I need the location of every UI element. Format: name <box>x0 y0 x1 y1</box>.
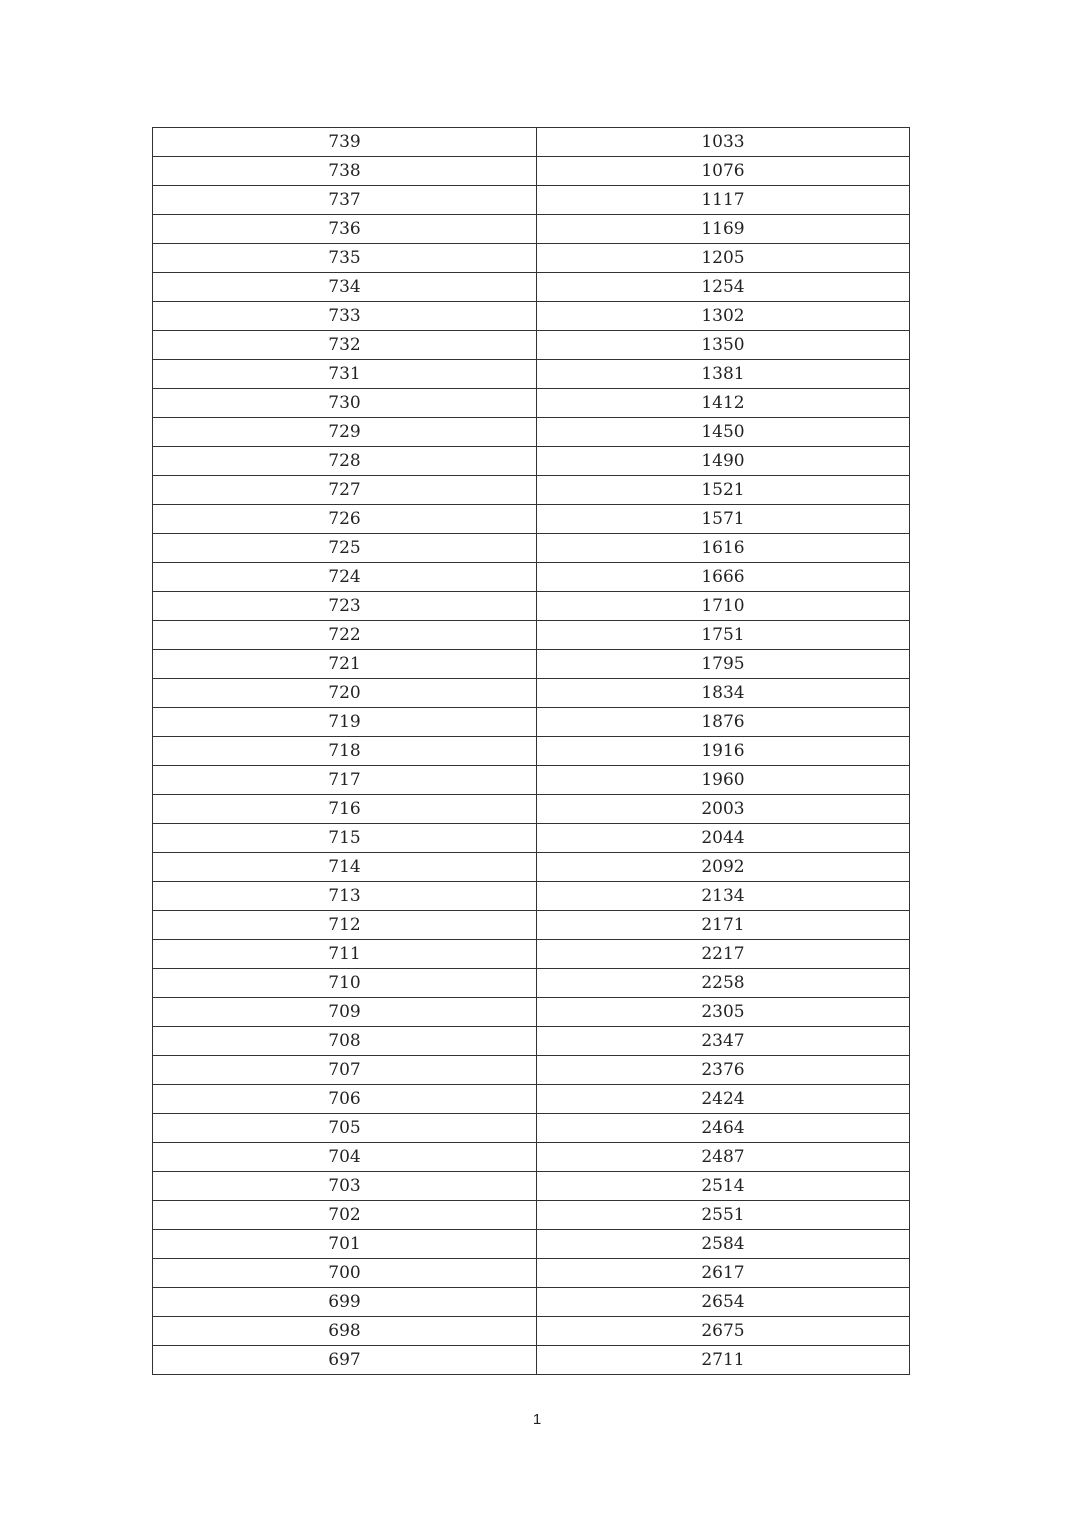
score-cell: 717 <box>153 766 537 795</box>
score-cell: 712 <box>153 911 537 940</box>
count-cell: 1169 <box>537 215 910 244</box>
count-cell: 1960 <box>537 766 910 795</box>
table-row <box>153 418 910 447</box>
score-table <box>152 127 910 1375</box>
table-row <box>153 650 910 679</box>
score-cell: 728 <box>153 447 537 476</box>
score-cell: 738 <box>153 157 537 186</box>
count-cell: 1033 <box>537 128 910 157</box>
count-cell: 2044 <box>537 824 910 853</box>
count-cell: 2134 <box>537 882 910 911</box>
score-cell: 705 <box>153 1114 537 1143</box>
score-cell: 726 <box>153 505 537 534</box>
count-cell: 1205 <box>537 244 910 273</box>
score-cell: 731 <box>153 360 537 389</box>
table-row <box>153 563 910 592</box>
table-row <box>153 244 910 273</box>
count-cell: 1117 <box>537 186 910 215</box>
score-cell: 713 <box>153 882 537 911</box>
table-row <box>153 940 910 969</box>
table-row <box>153 360 910 389</box>
table-row <box>153 389 910 418</box>
count-cell: 2305 <box>537 998 910 1027</box>
count-cell: 2514 <box>537 1172 910 1201</box>
table-row <box>153 1259 910 1288</box>
count-cell: 1412 <box>537 389 910 418</box>
table-row <box>153 679 910 708</box>
table-row <box>153 1056 910 1085</box>
score-cell: 702 <box>153 1201 537 1230</box>
score-cell: 718 <box>153 737 537 766</box>
count-cell: 1710 <box>537 592 910 621</box>
table-row <box>153 882 910 911</box>
count-cell: 2003 <box>537 795 910 824</box>
count-cell: 2487 <box>537 1143 910 1172</box>
count-cell: 2711 <box>537 1346 910 1375</box>
table-row <box>153 911 910 940</box>
count-cell: 1876 <box>537 708 910 737</box>
table-row <box>153 969 910 998</box>
score-cell: 701 <box>153 1230 537 1259</box>
count-cell: 1834 <box>537 679 910 708</box>
table-row <box>153 766 910 795</box>
score-cell: 710 <box>153 969 537 998</box>
count-cell: 2217 <box>537 940 910 969</box>
count-cell: 1571 <box>537 505 910 534</box>
table-row <box>153 331 910 360</box>
score-cell: 708 <box>153 1027 537 1056</box>
score-cell: 729 <box>153 418 537 447</box>
count-cell: 2258 <box>537 969 910 998</box>
table-row <box>153 621 910 650</box>
count-cell: 2654 <box>537 1288 910 1317</box>
score-cell: 732 <box>153 331 537 360</box>
table-row <box>153 795 910 824</box>
score-cell: 706 <box>153 1085 537 1114</box>
score-cell: 704 <box>153 1143 537 1172</box>
table-row <box>153 1085 910 1114</box>
count-cell: 1450 <box>537 418 910 447</box>
score-cell: 703 <box>153 1172 537 1201</box>
count-cell: 2464 <box>537 1114 910 1143</box>
count-cell: 2347 <box>537 1027 910 1056</box>
count-cell: 1751 <box>537 621 910 650</box>
table-row <box>153 186 910 215</box>
count-cell: 2171 <box>537 911 910 940</box>
score-cell: 722 <box>153 621 537 650</box>
count-cell: 2376 <box>537 1056 910 1085</box>
count-cell: 2617 <box>537 1259 910 1288</box>
table-row <box>153 128 910 157</box>
table-row <box>153 1288 910 1317</box>
table-row <box>153 476 910 505</box>
table-row <box>153 824 910 853</box>
score-cell: 724 <box>153 563 537 592</box>
count-cell: 1666 <box>537 563 910 592</box>
page-number: 1 <box>532 1411 542 1428</box>
table-row <box>153 534 910 563</box>
table-row <box>153 1172 910 1201</box>
table-row <box>153 1143 910 1172</box>
table-row <box>153 737 910 766</box>
count-cell: 2551 <box>537 1201 910 1230</box>
table-row <box>153 998 910 1027</box>
count-cell: 2675 <box>537 1317 910 1346</box>
score-cell: 698 <box>153 1317 537 1346</box>
table-row <box>153 708 910 737</box>
score-cell: 723 <box>153 592 537 621</box>
score-cell: 725 <box>153 534 537 563</box>
count-cell: 2092 <box>537 853 910 882</box>
score-cell: 711 <box>153 940 537 969</box>
score-cell: 721 <box>153 650 537 679</box>
score-cell: 716 <box>153 795 537 824</box>
table-row <box>153 1346 910 1375</box>
score-cell: 714 <box>153 853 537 882</box>
score-cell: 715 <box>153 824 537 853</box>
score-cell: 700 <box>153 1259 537 1288</box>
score-cell: 697 <box>153 1346 537 1375</box>
score-cell: 699 <box>153 1288 537 1317</box>
score-cell: 737 <box>153 186 537 215</box>
score-cell: 709 <box>153 998 537 1027</box>
table-row <box>153 505 910 534</box>
score-cell: 733 <box>153 302 537 331</box>
count-cell: 2424 <box>537 1085 910 1114</box>
score-cell: 727 <box>153 476 537 505</box>
table-row <box>153 302 910 331</box>
table-row <box>153 1230 910 1259</box>
count-cell: 1076 <box>537 157 910 186</box>
table-row <box>153 1201 910 1230</box>
table-row <box>153 215 910 244</box>
table-row <box>153 1114 910 1143</box>
table-body <box>153 128 910 1375</box>
score-cell: 735 <box>153 244 537 273</box>
count-cell: 1254 <box>537 273 910 302</box>
score-cell: 720 <box>153 679 537 708</box>
score-cell: 707 <box>153 1056 537 1085</box>
count-cell: 2584 <box>537 1230 910 1259</box>
table-row <box>153 592 910 621</box>
table-row <box>153 447 910 476</box>
table-row <box>153 273 910 302</box>
count-cell: 1302 <box>537 302 910 331</box>
score-cell: 736 <box>153 215 537 244</box>
count-cell: 1350 <box>537 331 910 360</box>
count-cell: 1916 <box>537 737 910 766</box>
count-cell: 1616 <box>537 534 910 563</box>
table-row <box>153 157 910 186</box>
count-cell: 1381 <box>537 360 910 389</box>
table-row <box>153 853 910 882</box>
count-cell: 1490 <box>537 447 910 476</box>
count-cell: 1521 <box>537 476 910 505</box>
score-cell: 739 <box>153 128 537 157</box>
table-row <box>153 1027 910 1056</box>
score-cell: 719 <box>153 708 537 737</box>
score-cell: 730 <box>153 389 537 418</box>
score-cell: 734 <box>153 273 537 302</box>
count-cell: 1795 <box>537 650 910 679</box>
table-row <box>153 1317 910 1346</box>
